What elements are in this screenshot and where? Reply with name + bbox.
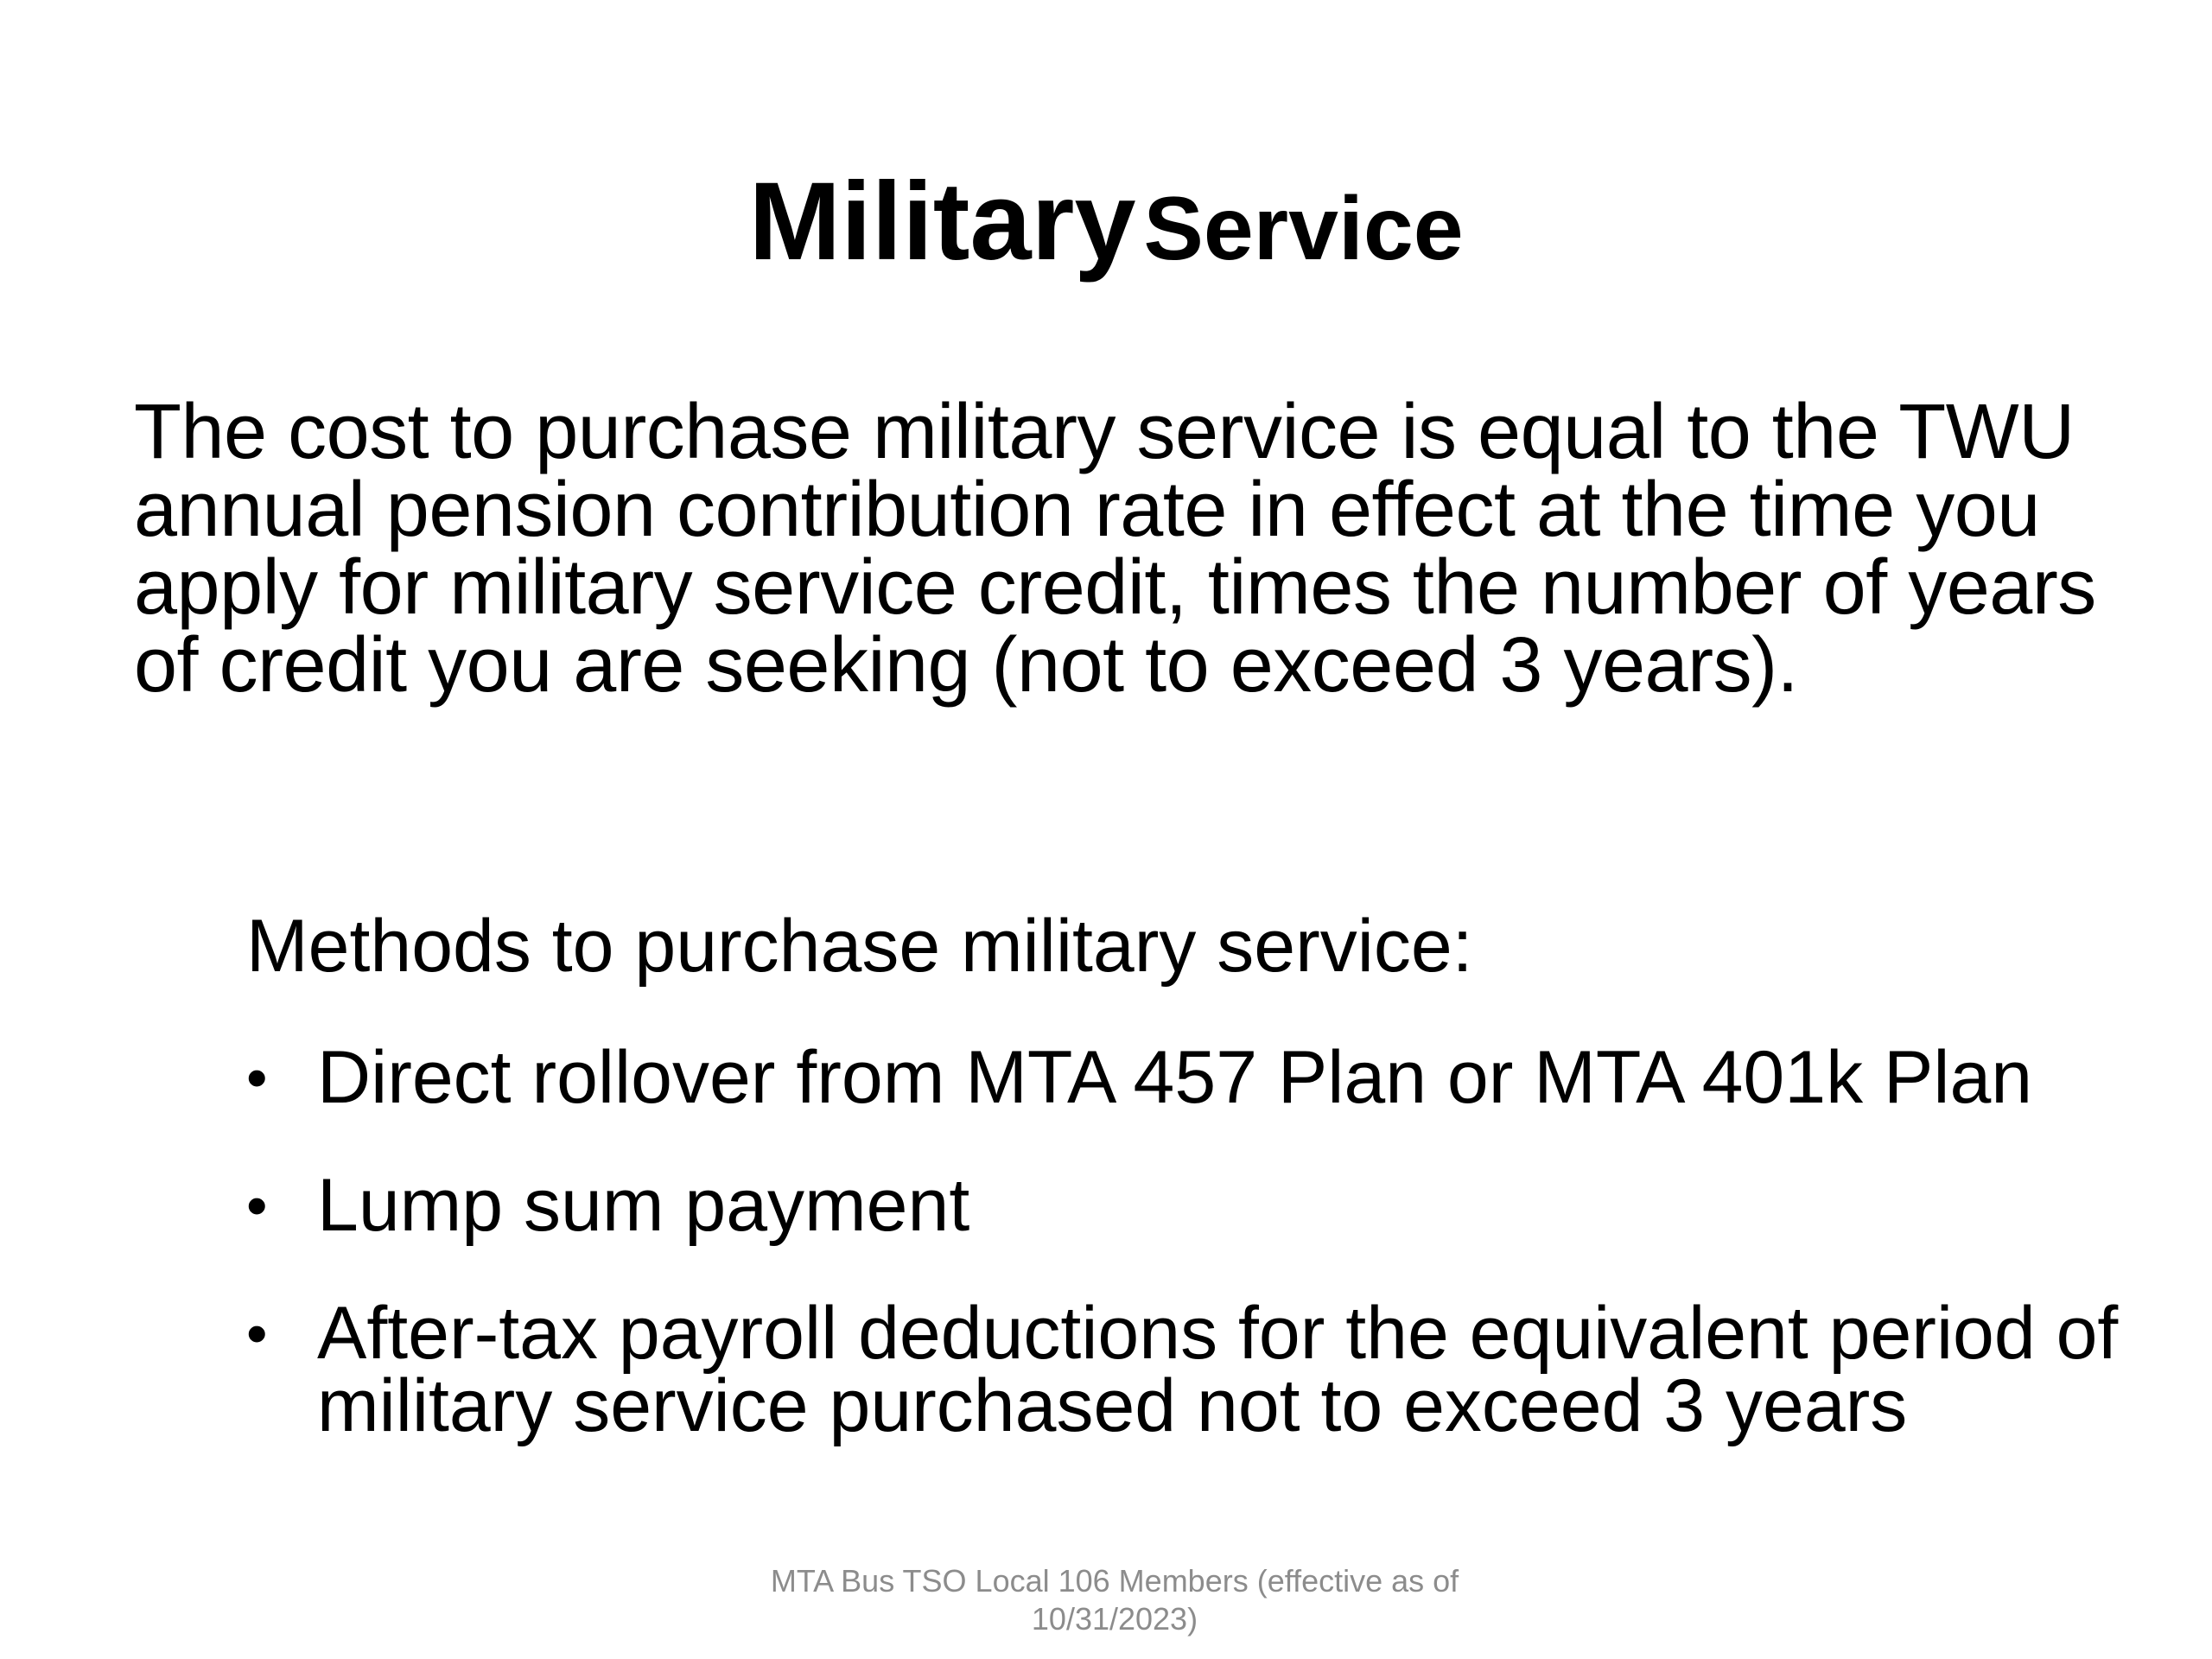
page-title <box>0 160 2212 284</box>
bullet-icon: • <box>246 1172 268 1239</box>
list-item <box>246 1164 2130 1247</box>
list-item <box>246 1036 2130 1119</box>
footer-line-1: MTA Bus TSO Local 106 Members (effective as of <box>770 1563 1459 1599</box>
footer <box>717 1562 1512 1638</box>
list-item-text: Lump sum payment <box>317 1164 970 1247</box>
methods-list <box>246 1036 2130 1497</box>
title-rest: Service <box>1143 179 1464 280</box>
title-main: Military <box>748 160 1136 284</box>
bullet-icon: • <box>246 1300 268 1367</box>
list-item <box>246 1292 2130 1447</box>
bullet-icon: • <box>246 1044 268 1111</box>
footer-line-2: 10/31/2023) <box>1031 1601 1198 1637</box>
list-item-text: After-tax payroll deductions for the equivalent period of military service purchased not to exceed 3 years <box>317 1292 2119 1447</box>
list-item-text: Direct rollover from MTA 457 Plan or MTA 401k Plan <box>317 1036 2033 1119</box>
body-paragraph: The cost to purchase military service is equal to the TWU annual pension contribution rate in effect at the time you apply for military service credit, times the number of years of credit you are seeking (not to exceed 3 years). <box>134 389 2096 709</box>
methods-heading: Methods to purchase military service: <box>246 905 1473 988</box>
